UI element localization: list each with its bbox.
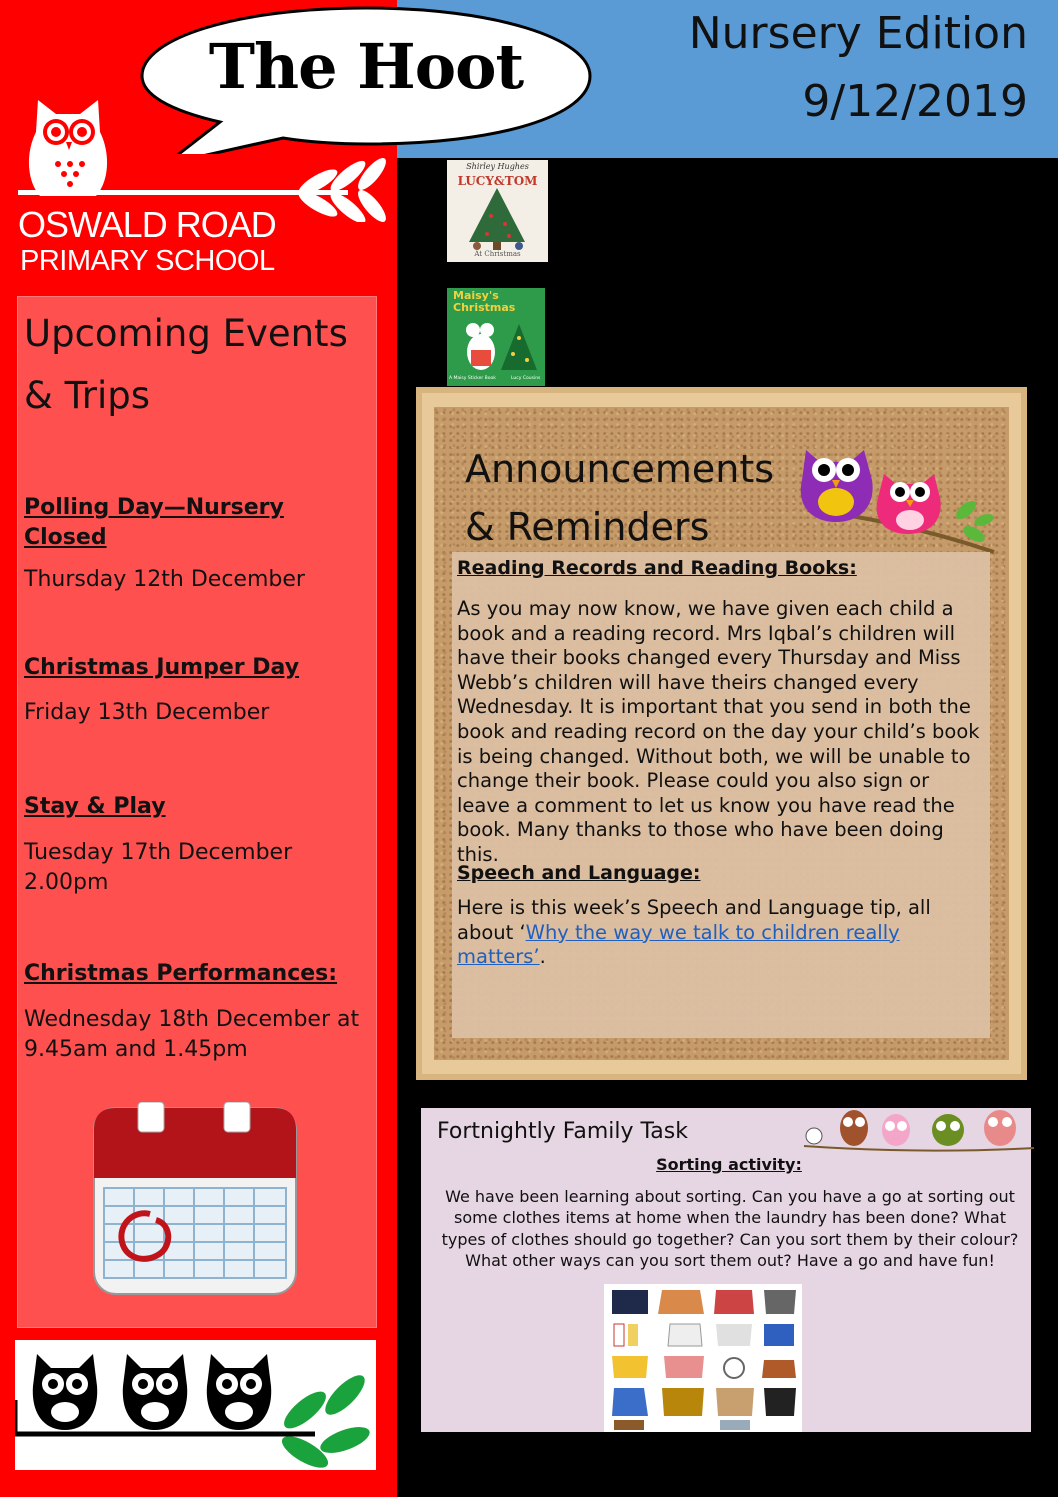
owls-row-icon — [800, 1106, 1036, 1156]
edition-title: Nursery Edition — [688, 8, 1028, 59]
speech-text: Here is this week’s Speech and Language tip, all about ‘ — [457, 896, 931, 944]
book-cover-lucy-and-tom — [447, 160, 548, 262]
event-heading: Christmas Performances: — [24, 961, 338, 986]
event-heading: Christmas Jumper Day — [24, 655, 300, 680]
family-task-title: Fortnightly Family Task — [437, 1119, 688, 1144]
event-heading: Stay & Play — [24, 794, 166, 819]
book-subtitle: At Christmas — [474, 250, 521, 258]
book-author: Shirley Hughes — [466, 162, 529, 171]
book-subtitle: A Maisy Sticker Book — [449, 376, 496, 381]
edition-date: 9/12/2019 — [802, 76, 1028, 127]
clothes-sorting-icon — [604, 1284, 802, 1432]
speech-end: . — [539, 945, 546, 969]
book-cover-maisys-christmas — [447, 288, 545, 386]
speech-paragraph — [457, 896, 985, 970]
speech-tip-link[interactable]: Why the way we talk to children really matters’ — [457, 920, 900, 969]
family-task-text: We have been learning about sorting. Can you have a go at sorting out some clothes items at home when the laundry has been done? What types of clothes should go together? Can you sort them by their colour? What other ways can you sort them out? Have a go and have fun! — [441, 1187, 1019, 1271]
school-name-line2: PRIMARY SCHOOL — [20, 245, 275, 277]
reading-text: As you may now know, we have given each child a book and a reading record. Mrs Iqbal’s children will have their books changed every Thursday and Miss Webb’s children will have theirs changed every Wednesday. It is important that you send in both the book and reading record on the day your child’s book is being changed. Without both, we will be unable to change their book. Please could you also sign or leave a comment to let us know you have read the book. Many thanks to those who have been doing this. — [457, 597, 980, 866]
school-logo-owl-icon — [18, 92, 388, 222]
owls-on-branch-icon — [15, 1340, 376, 1470]
event-detail: Friday 13th December — [24, 700, 270, 725]
calendar-icon — [90, 1102, 300, 1297]
owls-on-branch-icon — [798, 440, 998, 560]
reading-heading: Reading Records and Reading Books: — [457, 557, 857, 579]
announcements-title: Announcements & Reminders — [465, 447, 775, 549]
newsletter-title: The Hoot — [208, 30, 524, 103]
event-detail: Wednesday 18th December at 9.45am and 1.45pm — [24, 1007, 360, 1062]
book-title: Maisy's Christmas — [453, 289, 516, 314]
event-detail: Thursday 12th December — [24, 567, 305, 592]
event-detail: Tuesday 17th December 2.00pm — [24, 840, 293, 895]
book-author: Lucy Cousins — [511, 376, 541, 381]
speech-heading: Speech and Language: — [457, 862, 701, 884]
school-name-line1: OSWALD ROAD — [18, 204, 276, 245]
events-title: Upcoming Events & Trips — [24, 312, 348, 417]
book-title: LUCY&TOM — [457, 174, 538, 188]
family-task-subtitle: Sorting activity: — [656, 1155, 802, 1174]
event-heading: Polling Day—Nursery Closed — [24, 495, 284, 550]
